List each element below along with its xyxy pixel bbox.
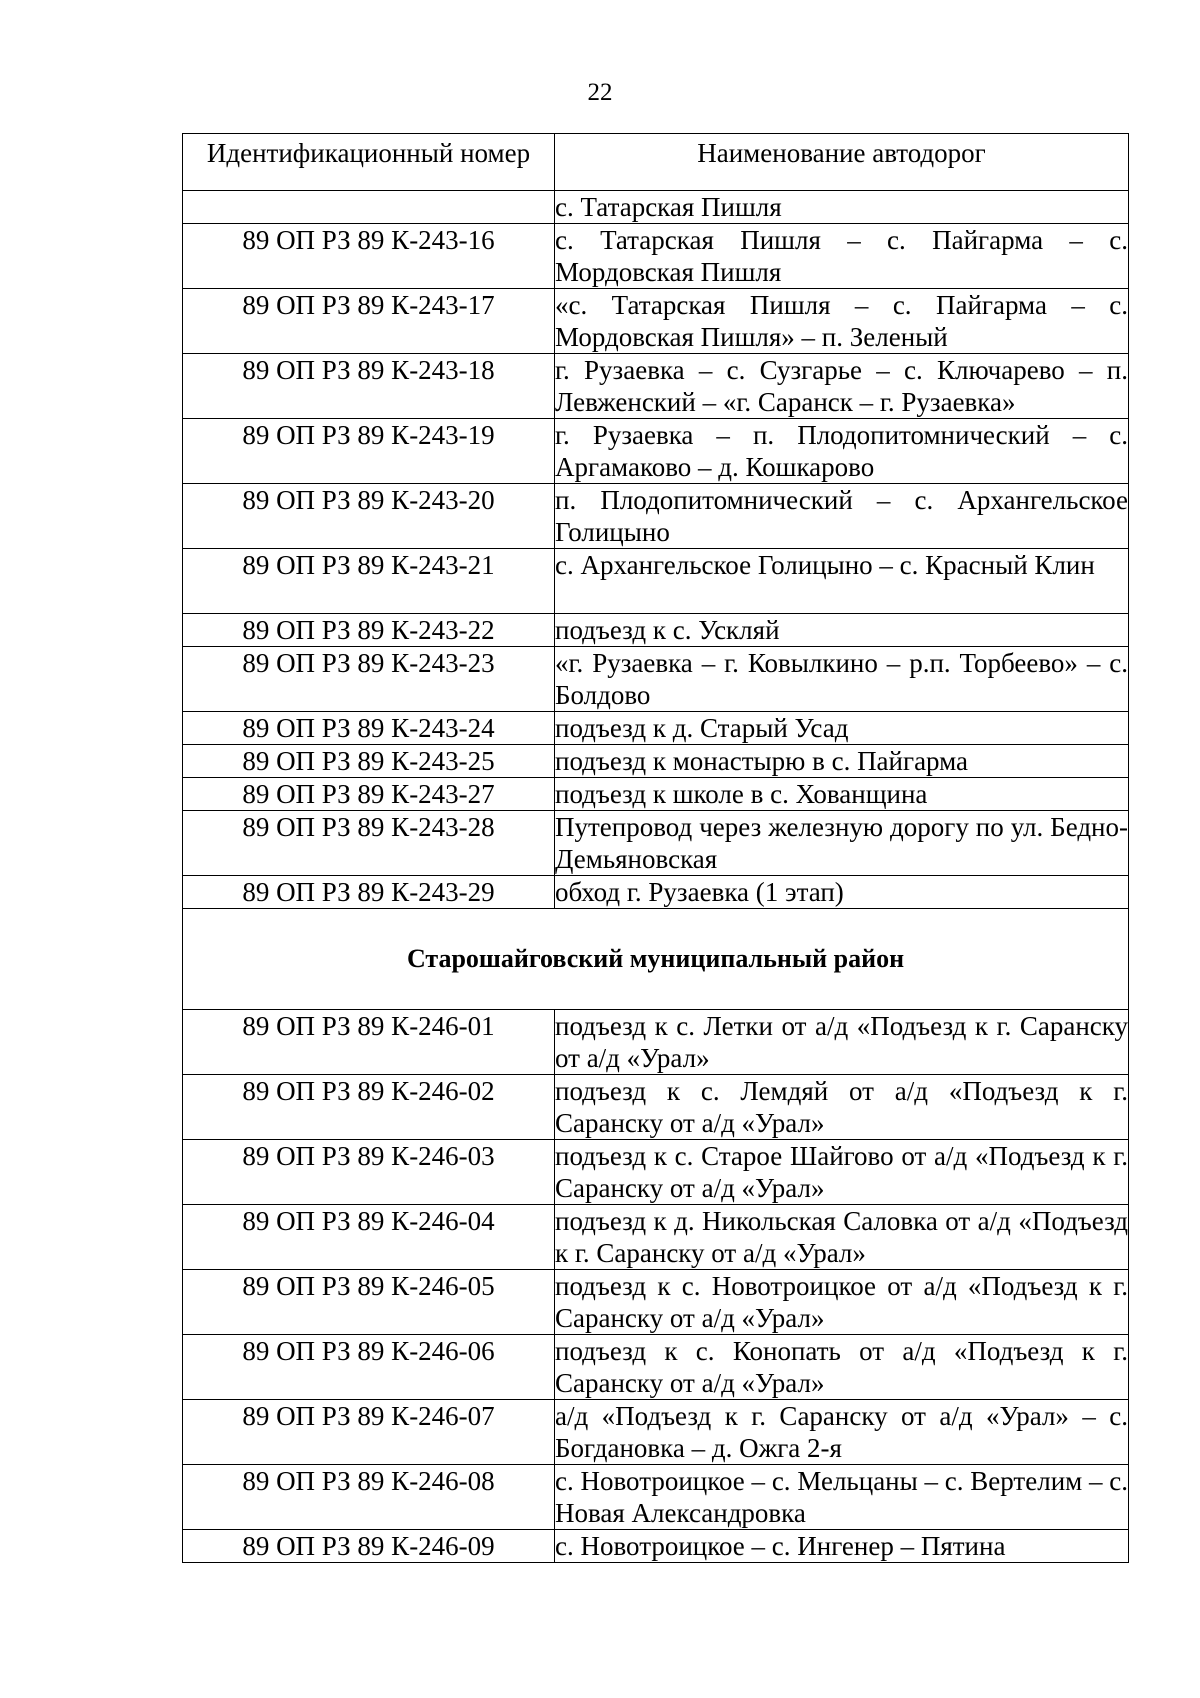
road-id: 89 ОП РЗ 89 К-246-04: [183, 1205, 555, 1270]
road-name: г. Рузаевка – с. Сузгарье – с. Ключарево – п. Левженский – «г. Саранск – г. Рузаевка»: [555, 355, 1128, 417]
road-name: подъезд к д. Старый Усад: [555, 712, 1129, 745]
road-id: [183, 191, 555, 224]
table-row: [183, 1010, 1129, 1075]
table-row: [183, 1335, 1129, 1400]
road-name: подъезд к с. Конопать от а/д «Подъезд к г. Саранску от а/д «Урал»: [555, 1336, 1128, 1398]
table-row: [183, 1075, 1129, 1140]
table-row: [183, 745, 1129, 778]
section-title: Старошайговский муниципальный район: [183, 909, 1129, 1010]
road-id: 89 ОП РЗ 89 К-243-21: [183, 549, 555, 614]
road-name: п. Плодопитомнический – с. Архангельское Голицыно: [555, 485, 1128, 547]
road-name: подъезд к школе в с. Хованщина: [555, 778, 1129, 811]
road-name: обход г. Рузаевка (1 этап): [555, 876, 1129, 909]
table-row: [183, 614, 1129, 647]
page-number: 22: [587, 79, 613, 106]
road-id: 89 ОП РЗ 89 К-246-06: [183, 1335, 555, 1400]
road-name: с. Новотроицкое – с. Ингенер – Пятина: [555, 1530, 1129, 1563]
road-name: подъезд к с. Старое Шайгово от а/д «Подъезд к г. Саранску от а/д «Урал»: [555, 1141, 1128, 1203]
road-id: 89 ОП РЗ 89 К-246-09: [183, 1530, 555, 1563]
section-header-row: [183, 909, 1129, 1010]
road-id: 89 ОП РЗ 89 К-243-18: [183, 354, 555, 419]
road-id: 89 ОП РЗ 89 К-243-27: [183, 778, 555, 811]
table-row: [183, 876, 1129, 909]
table-row: [183, 647, 1129, 712]
road-name: подъезд к с. Новотроицкое от а/д «Подъезд к г. Саранску от а/д «Урал»: [555, 1271, 1128, 1333]
table-row: [183, 484, 1129, 549]
road-id: 89 ОП РЗ 89 К-243-22: [183, 614, 555, 647]
road-id: 89 ОП РЗ 89 К-243-24: [183, 712, 555, 745]
table-row: [183, 549, 1129, 614]
road-name: с. Архангельское Голицыно – с. Красный Клин: [555, 549, 1129, 614]
road-id: 89 ОП РЗ 89 К-243-28: [183, 811, 555, 876]
table-row: [183, 1400, 1129, 1465]
table-row: [183, 419, 1129, 484]
road-name: подъезд к с. Лемдяй от а/д «Подъезд к г. Саранску от а/д «Урал»: [555, 1076, 1128, 1138]
road-id: 89 ОП РЗ 89 К-246-01: [183, 1010, 555, 1075]
road-name: а/д «Подъезд к г. Саранску от а/д «Урал» – с. Богдановка – д. Ожга 2-я: [555, 1401, 1128, 1463]
road-id: 89 ОП РЗ 89 К-246-03: [183, 1140, 555, 1205]
table-row: [183, 1465, 1129, 1530]
road-id: 89 ОП РЗ 89 К-243-19: [183, 419, 555, 484]
road-name: с. Татарская Пишля – с. Пайгарма – с. Мордовская Пишля: [555, 225, 1128, 287]
road-id: 89 ОП РЗ 89 К-246-08: [183, 1465, 555, 1530]
table-row: [183, 224, 1129, 289]
road-name: «г. Рузаевка – г. Ковылкино – р.п. Торбеево» – с. Болдово: [555, 648, 1128, 710]
table-row: [183, 354, 1129, 419]
table-row: [183, 811, 1129, 876]
road-id: 89 ОП РЗ 89 К-246-05: [183, 1270, 555, 1335]
road-name: с. Татарская Пишля: [555, 191, 1129, 224]
road-id: 89 ОП РЗ 89 К-243-25: [183, 745, 555, 778]
road-id: 89 ОП РЗ 89 К-243-29: [183, 876, 555, 909]
road-id: 89 ОП РЗ 89 К-246-07: [183, 1400, 555, 1465]
road-name: подъезд к с. Летки от а/д «Подъезд к г. Саранску от а/д «Урал»: [555, 1011, 1128, 1073]
table-header-row: [183, 134, 1129, 191]
road-name: с. Новотроицкое – с. Мельцаны – с. Вертелим – с. Новая Александровка: [555, 1466, 1128, 1528]
table-row: [183, 289, 1129, 354]
road-name: «с. Татарская Пишля – с. Пайгарма – с. Мордовская Пишля» – п. Зеленый: [555, 290, 1128, 352]
roads-table: [182, 133, 1129, 1563]
road-name: подъезд к с. Ускляй: [555, 614, 1129, 647]
table-row: [183, 778, 1129, 811]
table-row: [183, 1530, 1129, 1563]
header-name: Наименование автодорог: [555, 134, 1129, 191]
road-name: Путепровод через железную дорогу по ул. Бедно-Демьяновская: [555, 812, 1128, 874]
table-row: [183, 191, 1129, 224]
table-row: [183, 1140, 1129, 1205]
road-name: подъезд к д. Никольская Саловка от а/д «Подъезд к г. Саранску от а/д «Урал»: [555, 1206, 1128, 1268]
table-row: [183, 1270, 1129, 1335]
road-id: 89 ОП РЗ 89 К-243-20: [183, 484, 555, 549]
road-name: г. Рузаевка – п. Плодопитомнический – с. Аргамаково – д. Кошкарово: [555, 420, 1128, 482]
road-id: 89 ОП РЗ 89 К-243-16: [183, 224, 555, 289]
road-id: 89 ОП РЗ 89 К-243-23: [183, 647, 555, 712]
road-id: 89 ОП РЗ 89 К-246-02: [183, 1075, 555, 1140]
table-row: [183, 1205, 1129, 1270]
header-id: Идентификационный номер: [183, 134, 555, 191]
road-id: 89 ОП РЗ 89 К-243-17: [183, 289, 555, 354]
table-row: [183, 712, 1129, 745]
road-name: подъезд к монастырю в с. Пайгарма: [555, 745, 1129, 778]
